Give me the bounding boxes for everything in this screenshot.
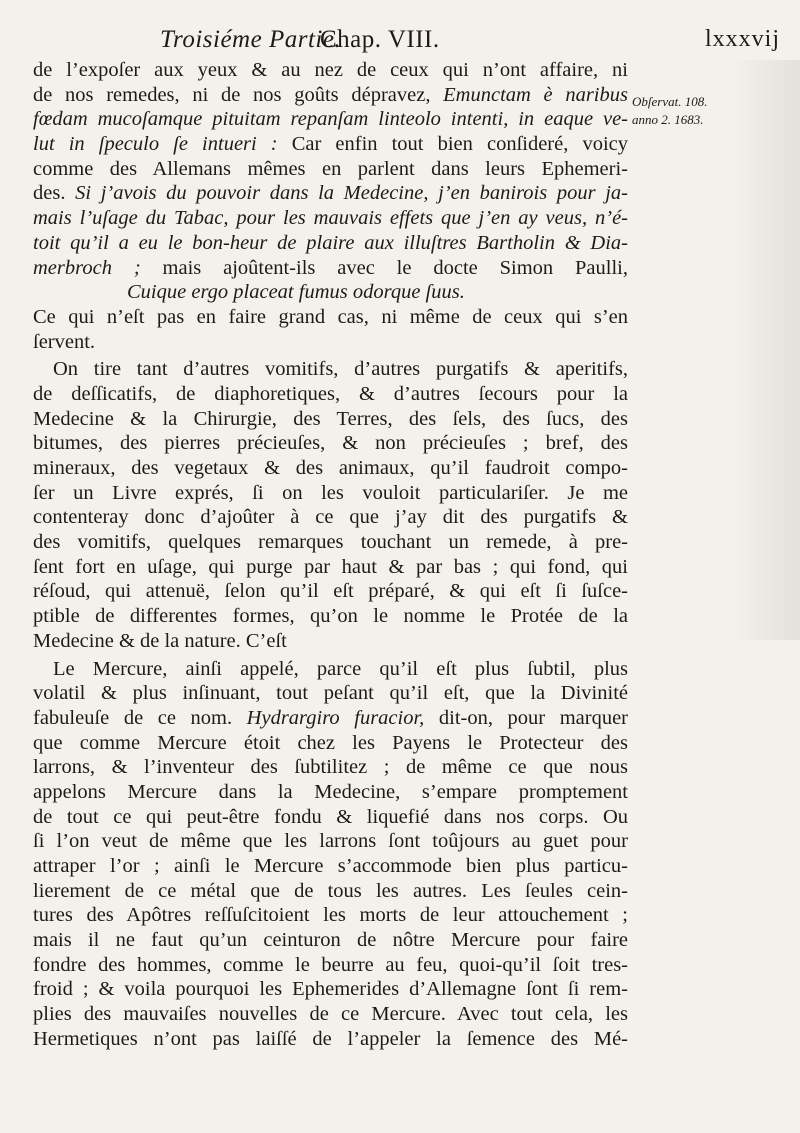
- text-line: ſervent.: [33, 330, 96, 353]
- text-line: des. Si j’avois du pouvoir dans la Medecine, j’en banirois pour ja-: [33, 182, 629, 205]
- margin-note: [632, 93, 792, 129]
- text-line: contenteray donc d’ajoûter à ce que j’ay dit des purgatifs &: [33, 506, 628, 529]
- text-line: que comme Mercure étoit chez les Payens le Protecteur des: [33, 731, 628, 754]
- text-line: Ce qui n’eſt pas en faire grand cas, ni même de ceux qui s’en: [33, 305, 628, 328]
- text-line: de deſſicatifs, de diaphoretiques, & d’autres ſecours pour la: [33, 382, 628, 405]
- text-line: froid ; & voila pourquoi les Ephemerides d’Allemagne ſont ſi rem-: [33, 978, 628, 1001]
- text-line: merbroch ; mais ajoûtent-ils avec le docte Simon Paulli,: [33, 256, 628, 279]
- running-header: [160, 26, 780, 56]
- text-line: bitumes, des pierres précieuſes, & non précieuſes ; bref, des: [33, 432, 628, 455]
- text-line: lierement de ce métal que de tous les autres. Les ſeules cein-: [33, 879, 628, 902]
- text-line: de l’expoſer aux yeux & au nez de ceux qui n’ont affaire, ni: [33, 59, 628, 81]
- paragraph-start: On tire tant d’autres vomitifs, d’autres purgatifs & aperitifs,: [53, 358, 628, 381]
- margin-note-line: Obſervat. 108.: [632, 94, 708, 109]
- text-line: des vomitifs, quelques remarques touchant un remede, à pre-: [33, 531, 628, 554]
- text-line: mais il ne faut qu’un ceinturon de nôtre Mercure pour faire: [33, 929, 628, 952]
- text-line: ſer un Livre exprés, ſi on les vouloit particulariſer. Je me: [33, 481, 628, 504]
- text-line: ſent fort en uſage, qui purge par haut & par bas ; qui fond, qui: [33, 555, 628, 578]
- text-line: réſoud, qui attenuë, ſelon qu’il eſt préparé, & qui eſt ſi ſuſce-: [33, 580, 628, 603]
- text-line: larrons, & l’inventeur des ſubtilitez ; de même ce que nous: [33, 756, 628, 779]
- text-line: Medecine & de la nature. C’eſt: [33, 629, 287, 652]
- chapter-label: Chap. VIII.: [320, 26, 440, 53]
- text-line: fœdam mucoſamque pituitam repanſam linteolo intenti, in eaque ve-: [33, 108, 628, 131]
- text-line: mineraux, des vegetaux & des animaux, qu’il faudroit compo-: [33, 457, 628, 479]
- show-through-shadow: [730, 60, 800, 640]
- verse-quotation: Cuique ergo placeat fumus odorque ſuus.: [127, 281, 465, 304]
- text-line: comme des Allemans mêmes en parlent dans leurs Ephemeri-: [33, 157, 628, 180]
- page-number: lxxxvij: [704, 26, 780, 52]
- margin-note-line: anno 2. 1683.: [632, 112, 704, 127]
- body-text: [33, 58, 628, 1052]
- text-line: attraper l’or ; ainſi le Mercure s’accommode bien plus particu-: [33, 855, 628, 877]
- text-line: fondre des hommes, comme le beurre au feu, quoi-qu’il ſoit tres-: [33, 953, 628, 976]
- text-line: mais l’uſage du Tabac, pour les mauvais effets que j’en ay veus, n’é-: [33, 207, 628, 230]
- text-line: appelons Mercure dans la Medecine, s’empare promptement: [33, 780, 628, 803]
- text-line: tures des Apôtres reſſuſcitoient les morts de leur attouchement ;: [33, 904, 628, 927]
- text-line: de tout ce qui peut-être fondu & liquefié dans nos corps. Ou: [33, 805, 628, 828]
- text-line: Medecine & la Chirurgie, des Terres, des ſels, des ſucs, des: [33, 407, 628, 430]
- text-line: de nos remedes, ni de nos goûts dépravez, Emunctam è naribus: [33, 83, 628, 106]
- text-line: lut in ſpeculo ſe intueri : Car enfin tout bien conſideré, voicy: [33, 133, 628, 156]
- text-line: plies des mauvaiſes nouvelles de ce Mercure. Avec tout cela, les: [33, 1003, 628, 1026]
- part-title: Troisiéme Partie.: [160, 26, 342, 53]
- text-line: ſi l’on veut de même que les larrons ſont toûjours au guet pour: [33, 830, 628, 853]
- text-line: toit qu’il a eu le bon-heur de plaire aux illuſtres Bartholin & Dia-: [33, 231, 628, 254]
- text-line: Hermetiques n’ont pas laiſſé de l’appeler la ſemence des Mé-: [33, 1027, 628, 1050]
- text-line: ptible de differentes formes, qu’on le nomme le Protée de la: [33, 605, 628, 628]
- text-line: volatil & plus inſinuant, tout peſant qu’il eſt, que la Divinité: [33, 682, 628, 705]
- text-line: fabuleuſe de ce nom. Hydrargiro furacior, dit-on, pour marquer: [33, 706, 628, 729]
- paragraph-start: Le Mercure, ainſi appelé, parce qu’il eſt plus ſubtil, plus: [53, 657, 628, 680]
